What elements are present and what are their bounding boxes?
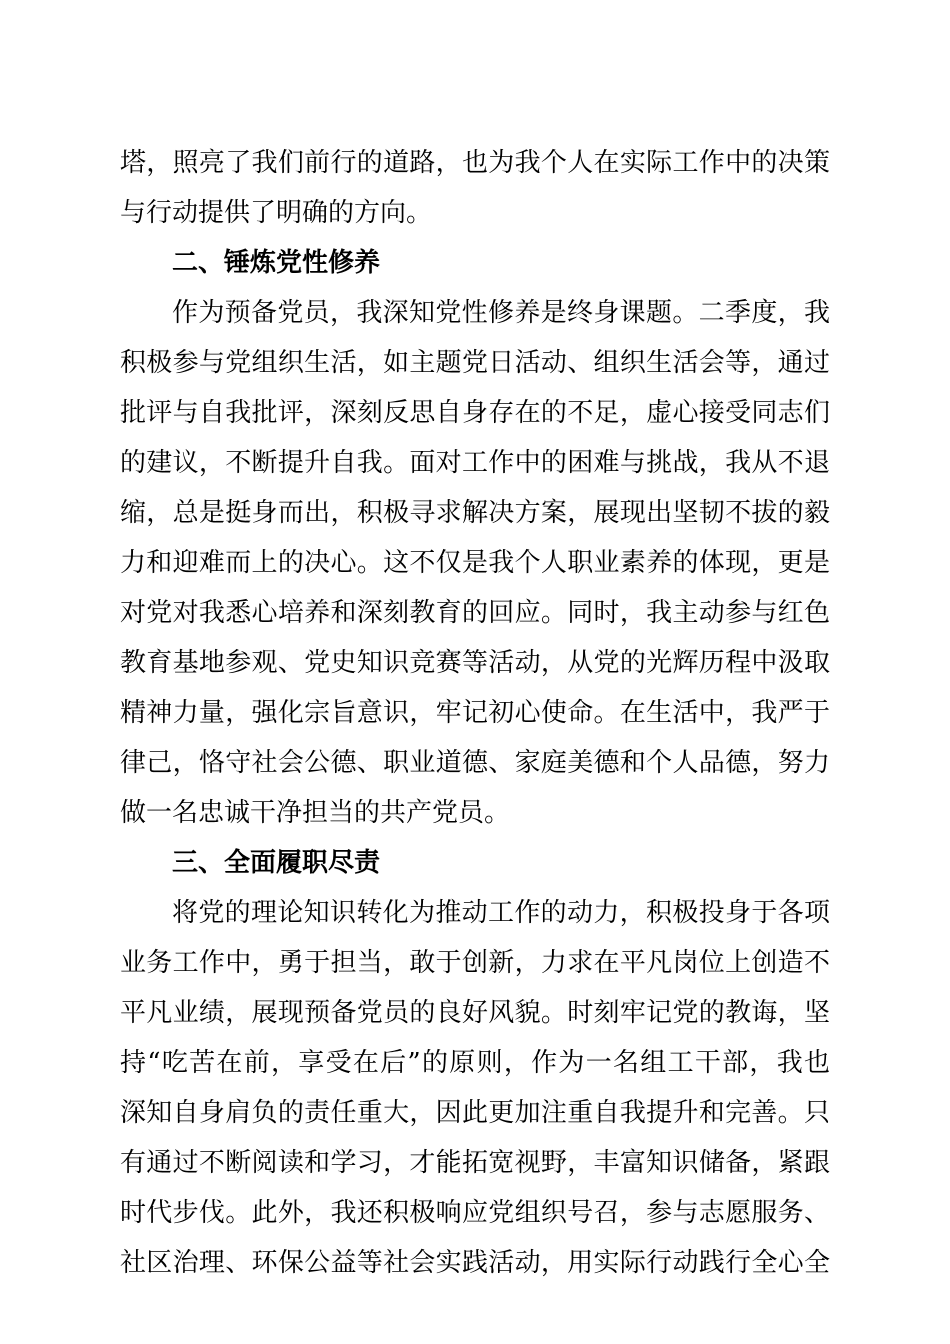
section-heading-2: 二、锤炼党性修养	[172, 248, 381, 278]
document-body	[120, 138, 830, 1288]
text-line: 精神力量，强化宗旨意识，牢记初心使命。在生活中，我严于	[120, 698, 830, 728]
text-line: 教育基地参观、党史知识竞赛等活动，从党的光辉历程中汲取	[120, 648, 830, 678]
text-line: 做一名忠诚干净担当的共产党员。	[120, 798, 511, 828]
text-line: 时代步伐。此外，我还积极响应党组织号召，参与志愿服务、	[120, 1198, 830, 1228]
text-line: 社区治理、环保公益等社会实践活动，用实际行动践行全心全	[120, 1248, 830, 1278]
text-line: 业务工作中，勇于担当，敢于创新，力求在平凡岗位上创造不	[120, 948, 830, 978]
text-line: 持“吃苦在前，享受在后”的原则，作为一名组工干部，我也	[120, 1048, 830, 1078]
text-line: 将党的理论知识转化为推动工作的动力，积极投身于各项	[172, 898, 830, 928]
section-3-paragraph	[120, 888, 830, 1288]
text-line: 对党对我悉心培养和深刻教育的回应。同时，我主动参与红色	[120, 598, 830, 628]
text-line: 律己，恪守社会公德、职业道德、家庭美德和个人品德，努力	[120, 748, 830, 778]
text-line: 力和迎难而上的决心。这不仅是我个人职业素养的体现，更是	[120, 548, 830, 578]
text-line: 有通过不断阅读和学习，才能拓宽视野，丰富知识储备，紧跟	[120, 1148, 830, 1178]
text-line: 缩，总是挺身而出，积极寻求解决方案，展现出坚韧不拔的毅	[120, 498, 830, 528]
text-line: 与行动提供了明确的方向。	[120, 198, 433, 228]
section-2-paragraph	[120, 288, 830, 838]
text-line: 作为预备党员，我深知党性修养是终身课题。二季度，我	[172, 298, 830, 328]
text-line: 塔，照亮了我们前行的道路，也为我个人在实际工作中的决策	[120, 148, 830, 178]
text-line: 平凡业绩，展现预备党员的良好风貌。时刻牢记党的教诲，坚	[120, 998, 830, 1028]
section-heading-3: 三、全面履职尽责	[172, 848, 381, 878]
text-line: 的建议，不断提升自我。面对工作中的困难与挑战，我从不退	[120, 448, 830, 478]
paragraph-continuation	[120, 138, 830, 238]
text-line: 积极参与党组织生活，如主题党日活动、组织生活会等，通过	[120, 348, 830, 378]
text-line: 批评与自我批评，深刻反思自身存在的不足，虚心接受同志们	[120, 398, 830, 428]
text-line: 深知自身肩负的责任重大，因此更加注重自我提升和完善。只	[120, 1098, 830, 1128]
